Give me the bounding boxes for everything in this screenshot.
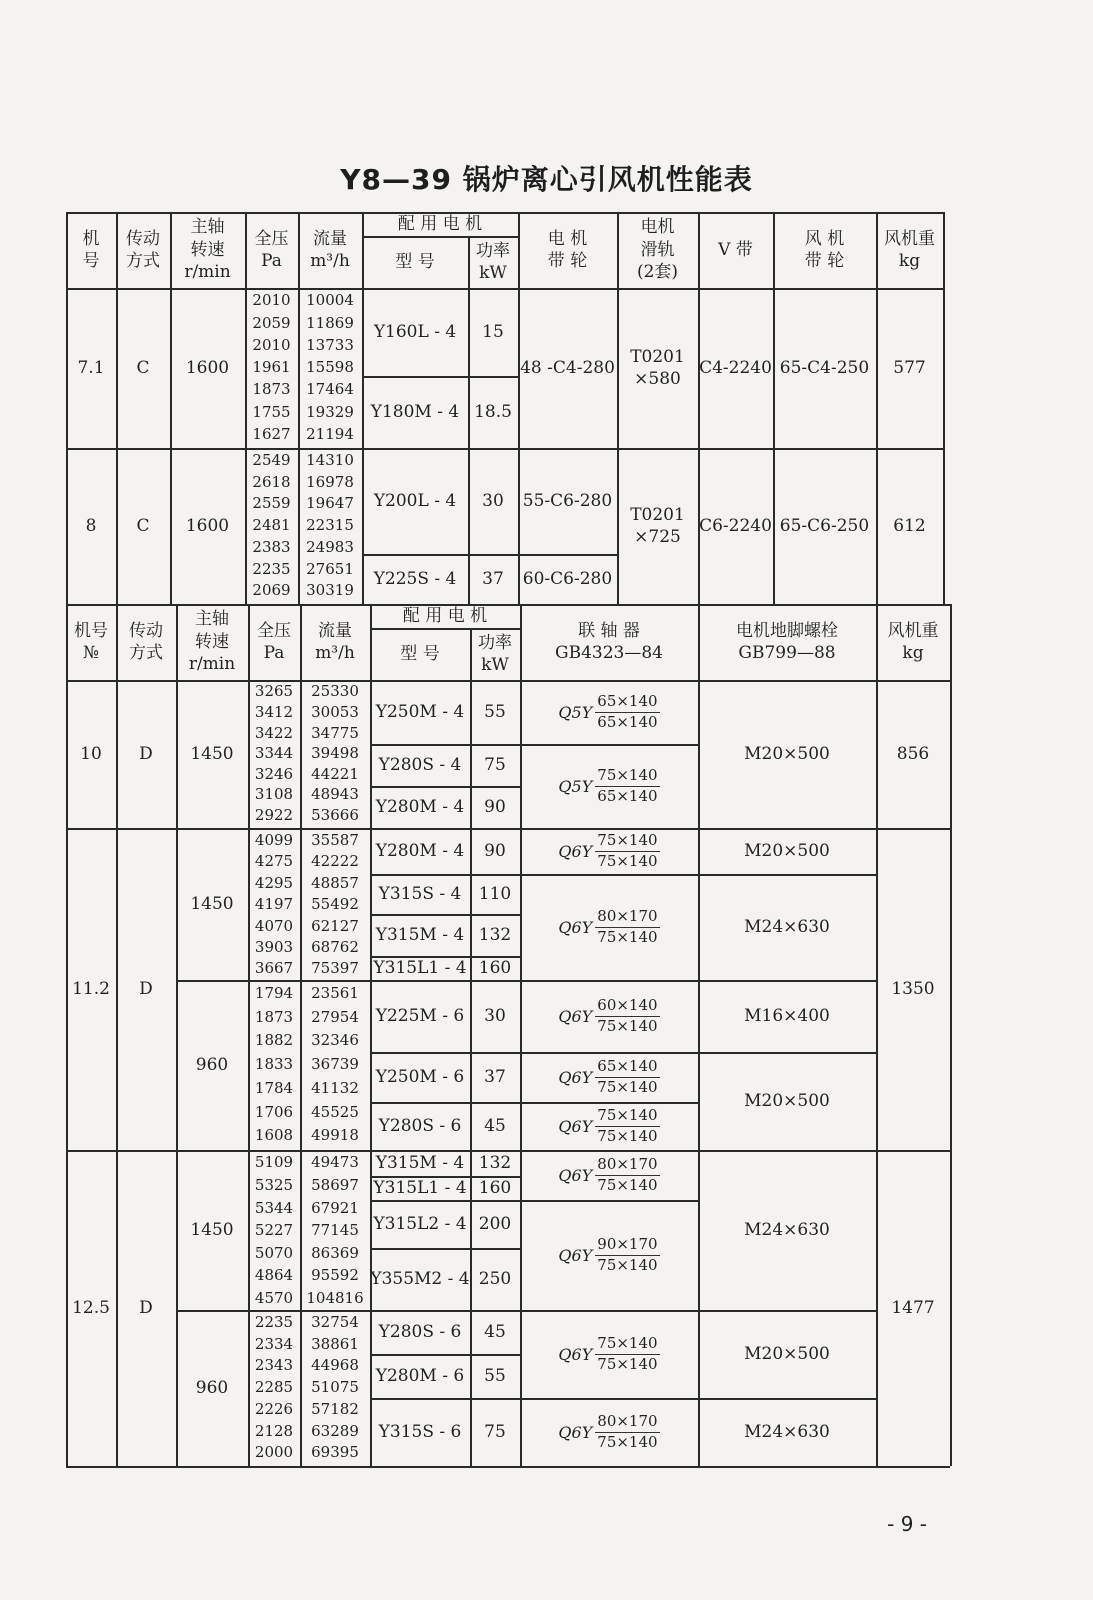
col-fan-weight: 风机重 kg [887, 620, 939, 663]
col-motor-model: 型 号 [400, 643, 440, 664]
spindle-speed: 1450 [190, 1219, 234, 1240]
pressure-value: 5325 [254, 1175, 294, 1194]
motor-power: 75 [484, 754, 506, 775]
motor-power: 90 [484, 840, 506, 861]
motor-power: 15 [482, 321, 504, 342]
coupling-spec [520, 1310, 698, 1398]
machine-no: 7.1 [77, 357, 105, 378]
motor-power: 55 [484, 701, 506, 722]
motor-power: 250 [478, 1268, 512, 1289]
motor-model: Y315L2 - 4 [373, 1213, 467, 1234]
anchor-bolt: M24×630 [744, 1421, 830, 1442]
coupling-numerator: 75×140 [595, 1335, 659, 1354]
flow-value: 19647 [306, 494, 354, 513]
pressure-value: 2922 [254, 805, 294, 824]
drive-type: C [136, 357, 150, 378]
drive-type: D [139, 978, 153, 999]
motor-model: Y355M2 - 4 [370, 1268, 470, 1289]
flow-value: 21194 [306, 424, 354, 443]
flow-value: 34775 [311, 723, 359, 742]
motor-power: 200 [478, 1213, 512, 1234]
flow-value: 41132 [311, 1078, 359, 1097]
col-pressure: 全压 Pa [257, 620, 291, 663]
coupling-type: Q5Y [558, 702, 593, 722]
motor-rail: T0201 ×725 [630, 504, 685, 547]
coupling-denominator: 75×140 [597, 1126, 658, 1145]
pressure-value: 3265 [254, 682, 294, 701]
coupling-type: Q6Y [558, 841, 593, 861]
fan-pulley: 65-C4-250 [779, 357, 870, 378]
coupling-spec [520, 1398, 698, 1466]
page-title: Y8—39 锅炉离心引风机性能表 [340, 163, 753, 196]
pressure-value: 3667 [254, 959, 294, 978]
flow-value: 68762 [311, 937, 359, 956]
motor-power: 75 [484, 1421, 506, 1442]
flow-value: 13733 [306, 335, 354, 354]
coupling-spec [520, 828, 698, 874]
pressure-value: 1608 [254, 1126, 294, 1145]
spindle-speed: 960 [195, 1377, 229, 1398]
anchor-bolt: M16×400 [744, 1005, 830, 1026]
pressure-value: 1882 [254, 1031, 294, 1050]
pressure-value: 5109 [254, 1153, 294, 1172]
pressure-value: 3344 [254, 744, 294, 763]
pressure-value: 2059 [252, 313, 291, 332]
motor-model: Y315S - 6 [378, 1421, 462, 1442]
pressure-value: 1873 [252, 380, 291, 399]
flow-value: 14310 [306, 450, 354, 469]
flow-value: 67921 [311, 1198, 359, 1217]
coupling-numerator: 60×140 [595, 997, 659, 1016]
flow-value: 17464 [306, 380, 354, 399]
fan-weight: 1477 [891, 1297, 935, 1318]
pressure-value: 3108 [254, 785, 294, 804]
flow-value: 104816 [306, 1288, 364, 1307]
col-motor-model: 型 号 [395, 251, 435, 272]
coupling-spec [520, 980, 698, 1052]
coupling-spec [520, 874, 698, 980]
anchor-bolt: M20×500 [744, 1343, 830, 1364]
motor-power: 160 [478, 957, 512, 978]
coupling-denominator: 65×140 [597, 712, 658, 731]
v-belt: C6-2240 [699, 515, 772, 536]
col-speed: 主轴 转速 r/min [188, 609, 236, 675]
flow-value: 48857 [311, 873, 359, 892]
flow-value: 55492 [311, 895, 359, 914]
machine-no: 12.5 [72, 1297, 110, 1318]
motor-pulley: 55-C6-280 [522, 490, 613, 511]
pressure-value: 2235 [254, 1312, 294, 1331]
motor-rail: T0201 ×580 [630, 346, 685, 389]
coupling-spec [520, 1150, 698, 1200]
col-machine-no: 机号 № [74, 620, 108, 663]
fan-weight: 612 [893, 515, 926, 536]
coupling-type: Q6Y [558, 1116, 593, 1136]
motor-power: 45 [484, 1115, 506, 1136]
pressure-value: 2285 [254, 1378, 294, 1397]
col-drive: 传动 方式 [129, 620, 163, 663]
flow-value: 44221 [311, 764, 359, 783]
flow-value: 75397 [311, 959, 359, 978]
flow-value: 23561 [311, 983, 359, 1002]
coupling-denominator: 75×140 [597, 1077, 658, 1096]
motor-power: 30 [482, 490, 504, 511]
flow-value: 69395 [311, 1443, 359, 1462]
col-coupling: 联 轴 器 GB4323—84 [555, 620, 663, 663]
coupling-type: Q5Y [558, 776, 593, 796]
flow-value: 44968 [311, 1356, 359, 1375]
motor-model: Y225S - 4 [373, 568, 457, 589]
coupling-type: Q6Y [558, 1006, 593, 1026]
flow-value: 27651 [306, 559, 354, 578]
coupling-numerator: 80×170 [595, 908, 659, 927]
col-pressure: 全压 Pa [254, 228, 289, 271]
flow-value: 48943 [311, 785, 359, 804]
flow-value: 53666 [311, 805, 359, 824]
motor-pulley: 60-C6-280 [522, 568, 613, 589]
coupling-spec [520, 744, 698, 828]
pressure-value: 1794 [254, 983, 294, 1002]
coupling-numerator: 75×140 [595, 767, 659, 786]
pressure-value: 3246 [254, 764, 294, 783]
page-number: - 9 - [887, 1512, 927, 1536]
anchor-bolt: M20×500 [744, 1090, 830, 1111]
flow-value: 11869 [306, 313, 354, 332]
coupling-numerator: 90×170 [595, 1236, 659, 1255]
drive-type: D [139, 1297, 153, 1318]
pressure-value: 1833 [254, 1055, 294, 1074]
motor-model: Y315M - 4 [375, 1152, 465, 1173]
coupling-denominator: 75×140 [597, 1432, 658, 1451]
flow-value: 16978 [306, 472, 354, 491]
flow-value: 86369 [311, 1243, 359, 1262]
pressure-value: 2226 [254, 1399, 294, 1418]
v-belt: C4-2240 [699, 357, 772, 378]
pressure-value: 3903 [254, 937, 294, 956]
fan-weight: 1350 [891, 978, 935, 999]
col-motor-group: 配 用 电 机 [397, 213, 483, 234]
coupling-type: Q6Y [558, 1067, 593, 1087]
coupling-numerator: 80×170 [595, 1156, 659, 1175]
flow-value: 39498 [311, 744, 359, 763]
pressure-value: 2343 [254, 1356, 294, 1375]
flow-value: 32754 [311, 1312, 359, 1331]
flow-value: 42222 [311, 852, 359, 871]
coupling-numerator: 65×140 [595, 1058, 659, 1077]
motor-pulley: 48 -C4-280 [520, 357, 615, 378]
flow-value: 38861 [311, 1334, 359, 1353]
pressure-value: 5227 [254, 1221, 294, 1240]
coupling-type: Q6Y [558, 1245, 593, 1265]
col-motor-group: 配 用 电 机 [402, 605, 488, 626]
flow-value: 63289 [311, 1421, 359, 1440]
motor-power: 18.5 [474, 401, 512, 422]
pressure-value: 2559 [252, 494, 291, 513]
motor-model: Y315S - 4 [378, 883, 462, 904]
col-motor-pulley: 电 机 带 轮 [547, 228, 588, 271]
motor-model: Y160L - 4 [373, 321, 457, 342]
flow-value: 30319 [306, 581, 354, 600]
col-flow: 流量 m³/h [310, 228, 350, 271]
coupling-denominator: 75×140 [597, 1354, 658, 1373]
coupling-type: Q6Y [558, 917, 593, 937]
motor-model: Y315M - 4 [375, 924, 465, 945]
coupling-type: Q6Y [558, 1344, 593, 1364]
motor-model: Y280S - 4 [378, 754, 462, 775]
coupling-denominator: 75×140 [597, 927, 658, 946]
motor-power: 55 [484, 1365, 506, 1386]
pressure-value: 2383 [252, 537, 291, 556]
coupling-denominator: 75×140 [597, 851, 658, 870]
anchor-bolt: M24×630 [744, 916, 830, 937]
grid-line [943, 212, 945, 604]
motor-model: Y280S - 6 [378, 1115, 462, 1136]
coupling-spec [520, 1200, 698, 1310]
coupling-numerator: 75×140 [595, 1107, 659, 1126]
flow-value: 19329 [306, 402, 354, 421]
flow-value: 36739 [311, 1055, 359, 1074]
coupling-denominator: 75×140 [597, 1175, 658, 1194]
flow-value: 77145 [311, 1221, 359, 1240]
motor-power: 160 [478, 1177, 512, 1198]
pressure-value: 4295 [254, 873, 294, 892]
pressure-value: 2549 [252, 450, 291, 469]
flow-value: 10004 [306, 291, 354, 310]
motor-power: 90 [484, 796, 506, 817]
motor-power: 37 [482, 568, 504, 589]
flow-value: 25330 [311, 682, 359, 701]
drive-type: C [136, 515, 150, 536]
motor-model: Y315L1 - 4 [373, 1177, 467, 1198]
flow-value: 49918 [311, 1126, 359, 1145]
drive-type: D [139, 743, 153, 764]
machine-no: 11.2 [72, 978, 110, 999]
pressure-value: 4275 [254, 852, 294, 871]
flow-value: 45525 [311, 1102, 359, 1121]
flow-value: 49473 [311, 1153, 359, 1172]
flow-value: 24983 [306, 537, 354, 556]
motor-power: 30 [484, 1005, 506, 1026]
coupling-numerator: 80×170 [595, 1413, 659, 1432]
motor-model: Y250M - 6 [375, 1066, 465, 1087]
pressure-value: 1784 [254, 1078, 294, 1097]
spindle-speed: 960 [195, 1054, 229, 1075]
col-speed: 主轴 转速 r/min [184, 217, 231, 283]
pressure-value: 5344 [254, 1198, 294, 1217]
flow-value: 32346 [311, 1031, 359, 1050]
motor-model: Y180M - 4 [370, 401, 460, 422]
pressure-value: 4070 [254, 916, 294, 935]
pressure-value: 1873 [254, 1007, 294, 1026]
pressure-value: 4099 [254, 830, 294, 849]
grid-line [950, 604, 952, 1466]
motor-model: Y280M - 4 [375, 840, 465, 861]
flow-value: 58697 [311, 1175, 359, 1194]
flow-value: 22315 [306, 516, 354, 535]
coupling-denominator: 75×140 [597, 1255, 658, 1274]
spindle-speed: 1600 [185, 515, 230, 536]
col-drive: 传动 方式 [126, 228, 160, 271]
fan-weight: 577 [893, 357, 926, 378]
machine-no: 8 [85, 515, 97, 536]
pressure-value: 3422 [254, 723, 294, 742]
coupling-type: Q6Y [558, 1422, 593, 1442]
col-machine-no: 机 号 [82, 228, 100, 271]
pressure-value: 2069 [252, 581, 291, 600]
col-anchor-bolt: 电机地脚螺栓 GB799—88 [736, 620, 838, 663]
motor-model: Y250M - 4 [375, 701, 465, 722]
col-fan-pulley: 风 机 带 轮 [804, 228, 845, 271]
grid-line [66, 1466, 950, 1468]
pressure-value: 2618 [252, 472, 291, 491]
coupling-spec [520, 1102, 698, 1150]
spindle-speed: 1450 [190, 743, 234, 764]
col-v-belt: V 带 [718, 239, 753, 260]
pressure-value: 2010 [252, 335, 291, 354]
flow-value: 35587 [311, 830, 359, 849]
motor-model: Y225M - 6 [375, 1005, 465, 1026]
performance-table [66, 212, 964, 1498]
coupling-numerator: 65×140 [595, 693, 659, 712]
motor-power: 37 [484, 1066, 506, 1087]
col-fan-weight: 风机重 kg [884, 228, 935, 271]
flow-value: 57182 [311, 1399, 359, 1418]
pressure-value: 2000 [254, 1443, 294, 1462]
pressure-value: 4570 [254, 1288, 294, 1307]
motor-model: Y200L - 4 [373, 490, 457, 511]
coupling-denominator: 65×140 [597, 786, 658, 805]
flow-value: 62127 [311, 916, 359, 935]
motor-model: Y280M - 4 [375, 796, 465, 817]
pressure-value: 1706 [254, 1102, 294, 1121]
pressure-value: 3412 [254, 702, 294, 721]
flow-value: 30053 [311, 702, 359, 721]
coupling-type: Q6Y [558, 1165, 593, 1185]
motor-model: Y280M - 6 [375, 1365, 465, 1386]
pressure-value: 2334 [254, 1334, 294, 1353]
motor-power: 110 [478, 883, 512, 904]
col-motor-power: 功率 kW [476, 240, 510, 283]
coupling-spec [520, 1052, 698, 1102]
col-flow: 流量 m³/h [315, 620, 355, 663]
spindle-speed: 1450 [190, 893, 234, 914]
pressure-value: 2010 [252, 291, 291, 310]
anchor-bolt: M20×500 [744, 743, 830, 764]
motor-power: 132 [478, 924, 512, 945]
pressure-value: 1627 [252, 424, 291, 443]
anchor-bolt: M20×500 [744, 840, 830, 861]
spindle-speed: 1600 [185, 357, 230, 378]
flow-value: 51075 [311, 1378, 359, 1397]
motor-power: 45 [484, 1321, 506, 1342]
flow-value: 15598 [306, 358, 354, 377]
coupling-denominator: 75×140 [597, 1016, 658, 1035]
pressure-value: 1961 [252, 358, 291, 377]
flow-value: 27954 [311, 1007, 359, 1026]
col-motor-rail: 电机 滑轨 (2套) [636, 217, 679, 283]
pressure-value: 5070 [254, 1243, 294, 1262]
pressure-value: 2128 [254, 1421, 294, 1440]
motor-model: Y280S - 6 [378, 1321, 462, 1342]
motor-power: 132 [478, 1152, 512, 1173]
machine-no: 10 [80, 743, 102, 764]
pressure-value: 2235 [252, 559, 291, 578]
fan-pulley: 65-C6-250 [779, 515, 870, 536]
motor-model: Y315L1 - 4 [373, 957, 467, 978]
fan-weight: 856 [896, 743, 930, 764]
anchor-bolt: M24×630 [744, 1219, 830, 1240]
coupling-numerator: 75×140 [595, 832, 659, 851]
col-motor-power: 功率 kW [478, 632, 512, 675]
flow-value: 95592 [311, 1266, 359, 1285]
pressure-value: 1755 [252, 402, 291, 421]
pressure-value: 2481 [252, 516, 291, 535]
pressure-value: 4197 [254, 895, 294, 914]
pressure-value: 4864 [254, 1266, 294, 1285]
coupling-spec [520, 680, 698, 744]
